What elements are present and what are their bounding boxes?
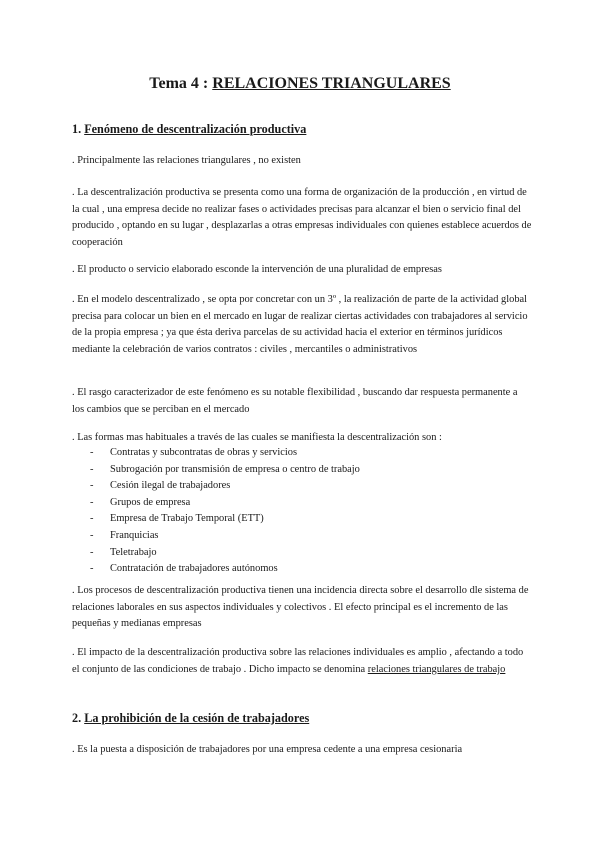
section-1-number: 1.	[72, 122, 85, 136]
list-item	[90, 478, 360, 495]
paragraph-6: . Las formas mas habituales a través de las cuales se manifiesta la descentralización son :	[72, 432, 442, 443]
list-item-text: Subrogación por transmisión de empresa o centro de trabajo	[110, 463, 360, 475]
section-2-heading	[72, 710, 309, 726]
list-item-text: Franquicias	[110, 529, 159, 541]
paragraph-5: . El rasgo caracterizador de este fenómeno es su notable flexibilidad , buscando dar respuesta permanente a los cambios que se perciban en el mercado	[72, 387, 518, 415]
list-item-text: Grupos de empresa	[110, 496, 191, 508]
section-2-title: La prohibición de la cesión de trabajadores	[84, 711, 310, 725]
paragraph-3: . El producto o servicio elaborado esconde la intervención de una pluralidad de empresas	[72, 264, 442, 275]
list-dash: -	[90, 480, 94, 492]
title-prefix: Tema 4 :	[149, 75, 213, 92]
list-item-text: Teletrabajo	[110, 546, 157, 558]
list-item	[90, 528, 360, 545]
paragraph-8-text: . El impacto de la descentralización productiva sobre las relaciones individuales es amplio , afectando a todo el conjunto de las condiciones de trabajo . Dicho impacto se denomina	[72, 647, 524, 675]
paragraph-2: . La descentralización productiva se presenta como una forma de organización de la producción , en virtud de la cual , una empresa decide no realizar fases o actividades precisas para alcanzar el bien o servicio final del producido , optando en su lugar , desplazarlas a otras empresas individuales con quienes establece acuerdos de cooperación	[72, 187, 532, 249]
paragraph-1: . Principalmente las relaciones triangulares , no existen	[72, 155, 301, 166]
paragraph-8	[72, 645, 532, 678]
descentralization-forms-list	[90, 445, 360, 578]
list-item-text: Cesión ilegal de trabajadores	[110, 480, 231, 492]
list-dash: -	[90, 447, 94, 458]
list-dash: -	[90, 513, 94, 525]
section-1-title: Fenómeno de descentralización productiva	[84, 122, 307, 136]
relaciones-triangulares-term: relaciones triangulares de trabajo	[367, 663, 506, 675]
list-item	[90, 495, 360, 512]
list-item-text: Contratas y subcontratas de obras y servicios	[110, 447, 297, 458]
page-title	[0, 74, 600, 94]
list-item	[90, 545, 360, 562]
title-main: RELACIONES TRIANGULARES	[212, 75, 451, 92]
list-dash: -	[90, 546, 94, 558]
list-dash: -	[90, 529, 94, 541]
list-dash: -	[90, 496, 94, 508]
section-1-heading	[72, 121, 306, 137]
paragraph-7: . Los procesos de descentralización productiva tienen una incidencia directa sobre el desarrollo dle sistema de relaciones laborales en sus aspectos individuales y colectivos . El efecto principal es el incremento de las pequeñas y medianas empresas	[72, 585, 529, 630]
section-2-number: 2.	[72, 711, 85, 725]
list-dash: -	[90, 563, 94, 575]
paragraph-4: . En el modelo descentralizado , se opta por concretar con un 3º , la realización de parte de la actividad global precisa para colocar un bien en el mercado en lugar de realizar ciertas actividades con trabajadores al servicio de la propia empresa ; ya que ésta deriva parcelas de su actividad hacia el exterior en términos jurídicos mediante la celebración de varios contratos : civiles , mercantiles o administrativos	[72, 294, 528, 356]
list-item	[90, 511, 360, 528]
list-item-text: Contratación de trabajadores autónomos	[110, 563, 278, 575]
list-item	[90, 462, 360, 479]
paragraph-9: . Es la puesta a disposición de trabajadores por una empresa cedente a una empresa cesionaria	[72, 744, 463, 755]
list-item-text: Empresa de Trabajo Temporal (ETT)	[110, 513, 264, 525]
list-item	[90, 561, 360, 578]
list-dash: -	[90, 463, 94, 475]
list-item	[90, 445, 360, 462]
